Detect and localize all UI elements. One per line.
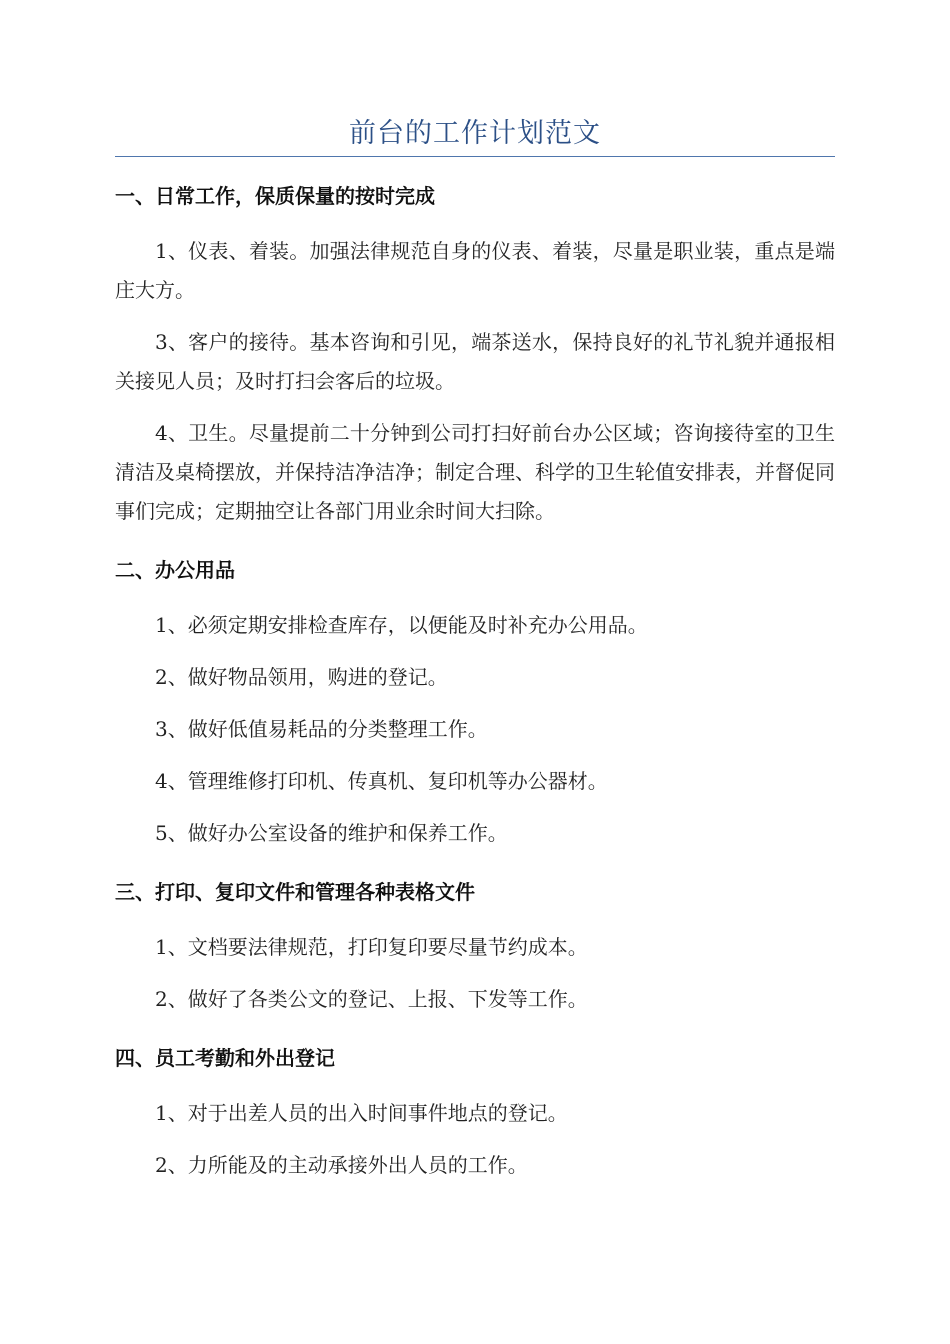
section-heading: 一、日常工作，保质保量的按时完成 — [115, 184, 435, 208]
section-3 — [115, 878, 835, 1019]
section-heading: 二、办公用品 — [115, 558, 235, 582]
document-page — [115, 0, 835, 1185]
paragraph: 3、做好低值易耗品的分类整理工作。 — [155, 717, 488, 741]
document-title: 前台的工作计划范文 — [115, 114, 835, 157]
paragraph: 1、文档要法律规范，打印复印要尽量节约成本。 — [155, 935, 588, 959]
section-2 — [115, 556, 835, 853]
paragraph: 4、管理维修打印机、传真机、复印机等办公器材。 — [155, 769, 608, 793]
paragraph: 1、对于出差人员的出入时间事件地点的登记。 — [155, 1101, 568, 1125]
paragraph: 2、做好物品领用，购进的登记。 — [155, 665, 448, 689]
paragraph: 5、做好办公室设备的维护和保养工作。 — [155, 821, 508, 845]
paragraph: 4、卫生。尽量提前二十分钟到公司打扫好前台办公区域；咨询接待室的卫生清洁及桌椅摆放，并保持洁净洁净；制定合理、科学的卫生轮值安排表，并督促同事们完成；定期抽空让各部门用业余时间大扫除。 — [115, 421, 835, 523]
paragraph: 2、力所能及的主动承接外出人员的工作。 — [155, 1153, 528, 1177]
paragraph: 1、仪表、着装。加强法律规范自身的仪表、着装，尽量是职业装，重点是端庄大方。 — [115, 239, 835, 302]
paragraph: 1、必须定期安排检查库存，以便能及时补充办公用品。 — [155, 613, 648, 637]
section-4 — [115, 1044, 835, 1185]
paragraph: 2、做好了各类公文的登记、上报、下发等工作。 — [155, 987, 588, 1011]
section-heading: 四、员工考勤和外出登记 — [115, 1046, 335, 1070]
paragraph: 3、客户的接待。基本咨询和引见，端茶送水，保持良好的礼节礼貌并通报相关接见人员；及时打扫会客后的垃圾。 — [115, 330, 835, 393]
section-heading: 三、打印、复印文件和管理各种表格文件 — [115, 880, 475, 904]
section-1 — [115, 182, 835, 531]
